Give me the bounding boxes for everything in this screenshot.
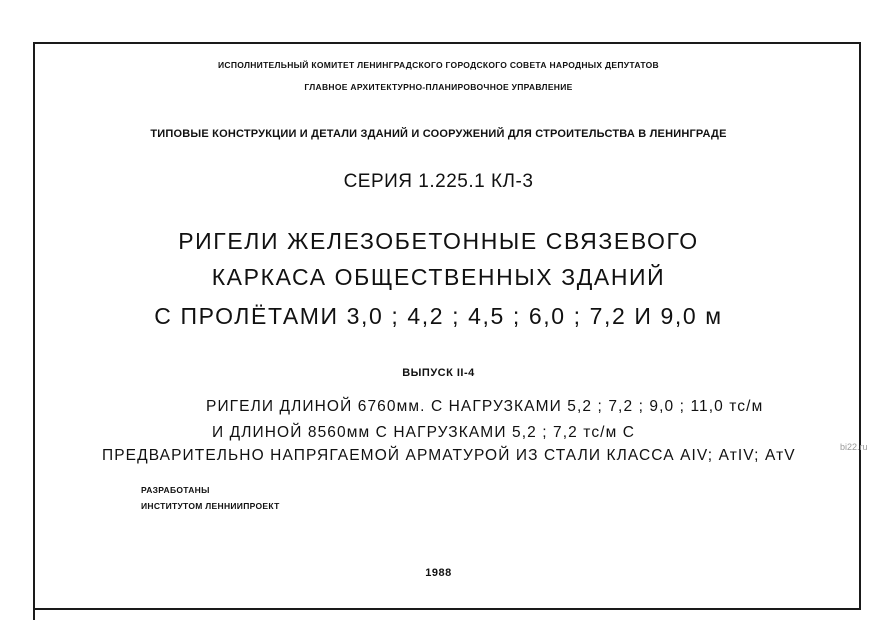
series-number: СЕРИЯ 1.225.1 КЛ-3	[343, 171, 534, 192]
org-line-2: ГЛАВНОЕ АРХИТЕКТУРНО-ПЛАНИРОВОЧНОЕ УПРАВЛЕНИЕ	[304, 82, 573, 92]
description-line-2: И ДЛИНОЙ 8560мм С НАГРУЗКАМИ 5,2 ; 7,2 тс/м С	[212, 424, 636, 441]
developer-institute: ИНСТИТУТОМ ЛЕННИИПРОЕКТ	[141, 501, 280, 511]
document-title-line-2: КАРКАСА ОБЩЕСТВЕННЫХ ЗДАНИЙ	[211, 264, 666, 290]
collection-title: ТИПОВЫЕ КОНСТРУКЦИИ И ДЕТАЛИ ЗДАНИЙ И СООРУЖЕНИЙ ДЛЯ СТРОИТЕЛЬСТВА В ЛЕНИНГРАДЕ	[150, 128, 727, 140]
watermark: bi22.ru	[840, 442, 868, 452]
document-title-line-1: РИГЕЛИ ЖЕЛЕЗОБЕТОННЫЕ СВЯЗЕВОГО	[178, 228, 699, 254]
frame-corner-mark	[33, 598, 35, 620]
description-line-3: ПРЕДВАРИТЕЛЬНО НАПРЯГАЕМОЙ АРМАТУРОЙ ИЗ СТАЛИ КЛАССА АIV; АтIV; АтV	[102, 447, 796, 464]
description-line-1: РИГЕЛИ ДЛИНОЙ 6760мм. С НАГРУЗКАМИ 5,2 ; 7,2 ; 9,0 ; 11,0 тс/м	[206, 398, 764, 415]
issue-number: ВЫПУСК II-4	[402, 367, 475, 379]
publication-year: 1988	[425, 567, 452, 579]
developer-label: РАЗРАБОТАНЫ	[141, 485, 210, 495]
org-line-1: ИСПОЛНИТЕЛЬНЫЙ КОМИТЕТ ЛЕНИНГРАДСКОГО ГОРОДСКОГО СОВЕТА НАРОДНЫХ ДЕПУТАТОВ	[218, 60, 659, 70]
document-title-line-3: С ПРОЛЁТАМИ 3,0 ; 4,2 ; 4,5 ; 6,0 ; 7,2 И 9,0 м	[154, 303, 723, 329]
